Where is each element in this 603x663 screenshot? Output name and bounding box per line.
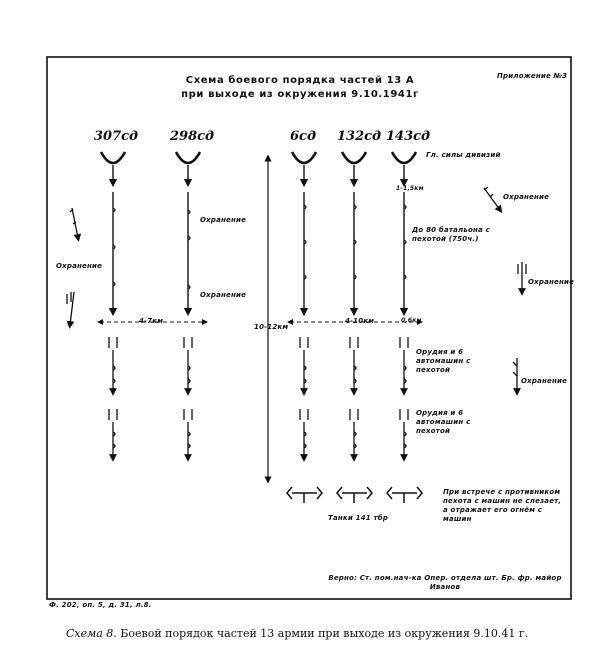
guard-label-center-1: Охранение	[200, 216, 247, 224]
caption-text: Боевой порядок частей 13 армии при выходе из окружения 9.10.41 г.	[120, 627, 529, 640]
unit-symbols	[101, 152, 416, 163]
guns-label-1: Орудия и 6 автомашин с пехотой	[416, 348, 471, 374]
column-ticks	[113, 205, 406, 289]
unit-label-132: 132сд	[337, 129, 382, 144]
scheme-title-line1: Схема боевого порядка частей 13 А	[185, 75, 415, 86]
tank-symbol-3	[387, 487, 422, 503]
unit-symbol-arrows	[113, 165, 404, 183]
unit-symbol-307	[101, 152, 125, 163]
tank-note: При встрече с противником пехота с машин не слезает, а отражает его огнём с машин	[443, 488, 562, 523]
distance-top-label: 1-1,5км	[396, 185, 424, 192]
guard-label-right-2: Охранение	[528, 278, 575, 286]
unit-label-6: 6сд	[290, 129, 316, 144]
figure-caption	[66, 627, 528, 640]
guard-label-left: Охранение	[56, 262, 103, 270]
tank-symbol-1	[287, 487, 322, 503]
main-columns	[113, 192, 404, 312]
gun-group-row1	[109, 337, 408, 392]
unit-label-298: 298сд	[170, 129, 215, 144]
tank-symbol-2	[337, 487, 372, 503]
guard-label-right-1: Охранение	[503, 193, 550, 201]
archive-reference: Ф. 202, оп. 5, д. 31, л.8.	[49, 601, 152, 609]
gun-group-row2	[109, 409, 408, 458]
appendix-label: Приложение №3	[497, 72, 568, 80]
main-forces-label: Гл. силы дивизий	[426, 151, 501, 159]
tanks-label: Танки 141 тбр	[328, 514, 389, 522]
tank-symbols	[287, 487, 422, 503]
guard-label-center-2: Охранение	[200, 291, 247, 299]
unit-symbol-6	[292, 152, 316, 163]
unit-symbol-143	[392, 152, 416, 163]
source-note: Верно: Ст. пом.нач-ка Опер. отдела шт. Бр. фр. майор Иванов	[328, 574, 562, 591]
guns-label-2: Орудия и 6 автомашин с пехотой	[416, 409, 471, 435]
distance-small-label: 0,6км	[401, 317, 422, 324]
scheme-title-line2: при выходе из окружения 9.10.1941г	[181, 89, 419, 100]
distance-right-label: 4-10км	[345, 317, 375, 325]
unit-label-143: 143сд	[386, 129, 431, 144]
caption-label: Схема 8.	[66, 627, 117, 640]
battalions-label: До 80 батальона с пехотой (750ч.)	[412, 226, 490, 243]
guard-label-right-3: Охранение	[521, 377, 568, 385]
depth-label: 10-12км	[254, 323, 289, 331]
unit-symbol-132	[342, 152, 366, 163]
distance-left-label: 4-7км	[139, 317, 164, 325]
unit-symbol-298	[176, 152, 200, 163]
unit-label-307: 307сд	[94, 129, 139, 144]
